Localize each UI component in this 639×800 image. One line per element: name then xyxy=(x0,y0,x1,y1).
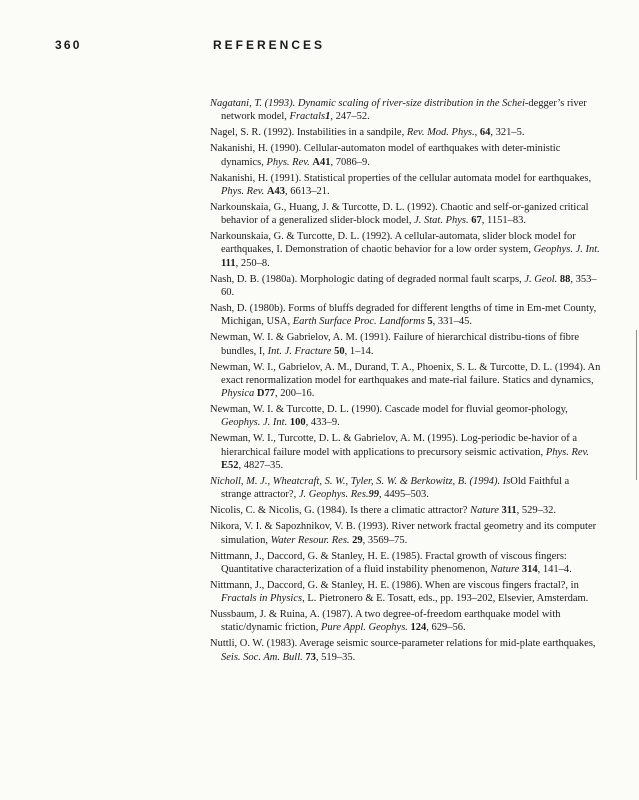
volume: 1 xyxy=(325,111,331,123)
reference-entry xyxy=(210,504,602,517)
pages: , 200–16. xyxy=(274,388,315,400)
reference-entry xyxy=(210,172,602,199)
reference-entry xyxy=(210,432,602,472)
pages: , 247–52. xyxy=(330,111,370,123)
reference-entry xyxy=(210,579,602,606)
pages: , 141–4. xyxy=(537,563,572,575)
reference-entry xyxy=(210,230,602,270)
journal-title: Rev. Mod. Phys. xyxy=(406,127,475,139)
reference-text: Nakanishi, H. (1990). Cellular-automaton model of earthquakes with deter-ministic dynamics, xyxy=(210,143,561,168)
reference-text: Nicholl, M. J., Wheatcraft, S. W., Tyler, S. W. & Berkowitz, B. (1994). Is xyxy=(210,475,511,487)
reference-entry xyxy=(210,637,602,664)
reference-entry xyxy=(210,403,602,430)
pages: , 529–32. xyxy=(516,505,557,517)
reference-entry xyxy=(210,273,602,300)
reference-entry xyxy=(210,302,602,329)
reference-text: degger’s river network model, xyxy=(221,98,587,123)
reference-text: , xyxy=(474,127,480,139)
journal-title: Nature xyxy=(470,505,499,517)
reference-entry xyxy=(210,550,602,577)
journal-title: Phys. Rev. xyxy=(545,446,590,458)
pages: , 250–8. xyxy=(235,257,270,269)
journal-title: Water Resour. Res. xyxy=(270,534,350,546)
volume: 88 xyxy=(559,273,571,285)
pages: , 321–5. xyxy=(490,127,525,139)
volume: 124 xyxy=(410,622,427,634)
reference-text: , L. Pietronero & E. Tosatt, eds., pp. 193–202, Elsevier, Amsterdam. xyxy=(302,593,589,605)
reference-text: Newman, W. I., Turcotte, D. L. & Gabrielov, A. M. (1995). Log-periodic be-havior of a hierarchical failure model with applications to precursory seismic activation, xyxy=(210,433,578,458)
pages: , 4827–35. xyxy=(238,459,284,471)
volume: 67 xyxy=(471,215,482,227)
pages: , 3569–75. xyxy=(362,534,408,546)
volume: 100 xyxy=(289,417,306,429)
pages: , 1–14. xyxy=(344,345,374,357)
running-head xyxy=(55,38,599,54)
reference-text: Nagatani, T. (1993). Dynamic scaling of river-size distribution in the Schei- xyxy=(210,98,529,109)
reference-text: Nittmann, J., Daccord, G. & Stanley, H. E. (1985). Fractal growth of viscous fingers: Quantitative characterization of a fluid instability phenomenon, xyxy=(210,550,567,575)
reference-entry xyxy=(210,201,602,228)
journal-title: Earth Surface Proc. Landforms xyxy=(292,316,425,328)
reference-entry xyxy=(210,475,602,502)
volume: 29 xyxy=(352,534,363,546)
reference-text: Nash, D. B. (1980a). Morphologic dating of degraded normal fault scarps, xyxy=(210,273,525,285)
reference-text: Old Faithful a strange attractor?, xyxy=(221,475,570,501)
reference-text: Nash, D. (1980b). Forms of bluffs degraded for different lengths of time in Em-met County, Michigan, USA, xyxy=(210,302,597,328)
reference-text: Nussbaum, J. & Ruina, A. (1987). A two degree-of-freedom earthquake model with static/dynamic friction, xyxy=(210,609,561,634)
journal-title: Geophys. J. Int. xyxy=(533,244,600,256)
pages: , 331–45. xyxy=(432,316,473,328)
pages: , 4495–503. xyxy=(379,489,429,501)
reference-text: Nicolis, C. & Nicolis, G. (1984). Is there a climatic attractor? xyxy=(210,505,471,517)
reference-entry xyxy=(210,126,602,139)
reference-text: Nuttli, O. W. (1983). Average seismic source-parameter relations for mid-plate earthquakes, xyxy=(210,638,596,650)
reference-text: Narkounskaia, G., Huang, J. & Turcotte, D. L. (1992). Chaotic and self-or-ganized critical behavior of a generalized slider-block model, xyxy=(210,201,589,227)
scan-edge-line xyxy=(636,330,637,480)
reference-text: Newman, W. I. & Gabrielov, A. M. (1991). Failure of hierarchical distribu-tions of fibre bundles, I, xyxy=(210,332,580,357)
journal-title: J. Stat. Phys. xyxy=(414,215,469,227)
reference-text: Nakanishi, H. (1991). Statistical properties of the cellular automata model for earthquakes, xyxy=(210,172,592,184)
volume: A41 xyxy=(312,156,331,168)
reference-text: Nittmann, J., Daccord, G. & Stanley, H. E. (1986). When are viscous fingers fractal?, in xyxy=(210,579,579,591)
pages: , 629–56. xyxy=(426,622,466,634)
reference-text: Newman, W. I., Gabrielov, A. M., Durand, T. A., Phoenix, S. L. & Turcotte, D. L. (1994). An exact renormalization model for earthquakes and mate-rial failure. Statics and dynamics, xyxy=(210,361,601,386)
pages: , 1151–83. xyxy=(481,215,526,227)
journal-title: Pure Appl. Geophys. xyxy=(321,622,408,634)
pages: , 6613–21. xyxy=(284,185,330,197)
reference-text: Nikora, V. I. & Sapozhnikov, V. B. (1993). River network fractal geometry and its computer simulation, xyxy=(210,521,597,546)
volume: 311 xyxy=(501,505,517,517)
reference-entry xyxy=(210,97,602,124)
volume: 73 xyxy=(305,651,316,663)
reference-list xyxy=(210,97,602,667)
reference-entry xyxy=(210,361,602,401)
pages: , 353–60. xyxy=(221,273,597,298)
reference-entry xyxy=(210,142,602,169)
reference-entry xyxy=(210,608,602,635)
journal-title: Physica xyxy=(221,388,255,400)
page-number: 360 xyxy=(55,38,82,52)
volume: A43 xyxy=(266,185,285,197)
reference-entry xyxy=(210,520,602,547)
journal-title: Seis. Soc. Am. Bull. xyxy=(221,651,303,663)
journal-title: Geophys. J. Int. xyxy=(221,417,288,429)
volume: E52 xyxy=(221,459,239,471)
reference-entry xyxy=(210,331,602,358)
journal-title: Phys. Rev. xyxy=(266,156,310,168)
volume: 64 xyxy=(479,127,491,139)
section-title: REFERENCES xyxy=(213,38,326,52)
volume: 314 xyxy=(521,563,538,575)
journal-title: J. Geophys. Res. xyxy=(298,489,369,501)
volume: 50 xyxy=(334,345,345,357)
journal-title: J. Geol. xyxy=(524,273,558,285)
volume: 5 xyxy=(427,316,433,328)
pages: , 519–35. xyxy=(315,651,356,663)
journal-title: Phys. Rev. xyxy=(221,185,265,197)
volume: 111 xyxy=(221,257,236,269)
reference-text: Nagel, S. R. (1992). Instabilities in a sandpile, xyxy=(210,127,407,139)
pages: , 7086–9. xyxy=(330,156,370,168)
journal-title: Nature xyxy=(490,563,520,575)
reference-text: Newman, W. I. & Turcotte, D. L. (1990). Cascade model for fluvial geomor-phology, xyxy=(210,404,568,416)
volume: D77 xyxy=(256,388,275,400)
pages: , 433–9. xyxy=(305,417,340,429)
journal-title: Fractals xyxy=(289,111,326,123)
journal-title: Fractals in Physics xyxy=(221,593,303,605)
journal-title: Int. J. Fracture xyxy=(267,345,332,357)
reference-text: Narkounskaia, G. & Turcotte, D. L. (1992). A cellular-automata, slider block model for earthquakes, I. Demonstration of chaotic behavior for a low order system, xyxy=(210,231,576,256)
volume: 99 xyxy=(368,489,380,501)
